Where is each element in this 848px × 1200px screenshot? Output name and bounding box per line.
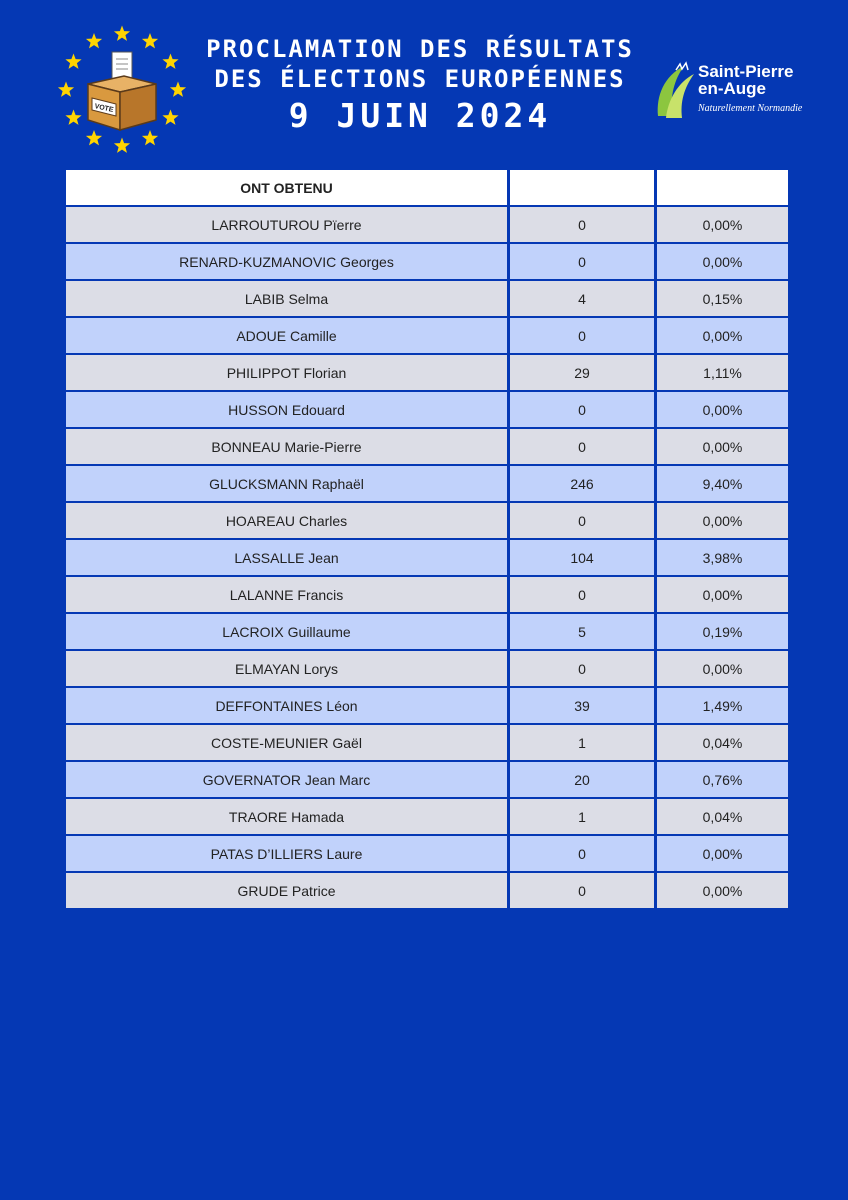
vote-count: 0 <box>510 873 654 908</box>
table-row <box>66 614 788 649</box>
vote-percent: 1,49% <box>657 688 788 723</box>
candidate-name: LALANNE Francis <box>66 577 507 612</box>
vote-percent: 3,98% <box>657 540 788 575</box>
table-row <box>66 799 788 834</box>
candidate-name: DEFFONTAINES Léon <box>66 688 507 723</box>
vote-percent: 0,00% <box>657 577 788 612</box>
star-icon <box>142 33 158 48</box>
star-icon <box>65 110 81 125</box>
logo-swoosh-icon <box>652 60 698 122</box>
star-icon <box>142 130 158 145</box>
table-row <box>66 244 788 279</box>
page-title <box>205 34 635 137</box>
table-row <box>66 429 788 464</box>
vote-count: 20 <box>510 762 654 797</box>
table-row <box>66 725 788 760</box>
table-row <box>66 466 788 501</box>
vote-count: 1 <box>510 725 654 760</box>
vote-percent: 1,11% <box>657 355 788 390</box>
vote-count: 4 <box>510 281 654 316</box>
table-row <box>66 762 788 797</box>
vote-count: 0 <box>510 207 654 242</box>
ballot-box-emblem <box>52 24 192 160</box>
vote-count: 5 <box>510 614 654 649</box>
candidate-name: ELMAYAN Lorys <box>66 651 507 686</box>
candidate-name: GRUDE Patrice <box>66 873 507 908</box>
vote-percent: 0,00% <box>657 503 788 538</box>
eu-stars-icon <box>52 24 192 160</box>
star-icon <box>162 54 178 69</box>
vote-percent: 0,00% <box>657 651 788 686</box>
vote-percent: 0,00% <box>657 429 788 464</box>
title-line-1: PROCLAMATION DES RÉSULTATS <box>206 35 634 63</box>
candidate-name: LACROIX Guillaume <box>66 614 507 649</box>
results-table <box>63 168 791 910</box>
candidate-name: COSTE-MEUNIER Gaël <box>66 725 507 760</box>
municipality-logo <box>652 60 822 126</box>
table-row <box>66 836 788 871</box>
vote-percent: 0,00% <box>657 392 788 427</box>
candidate-name: HOAREAU Charles <box>66 503 507 538</box>
vote-percent: 9,40% <box>657 466 788 501</box>
vote-percent: 0,00% <box>657 318 788 353</box>
table-row <box>66 873 788 908</box>
vote-count: 0 <box>510 651 654 686</box>
logo-tagline: Naturellement Normandie <box>698 103 803 114</box>
table-row <box>66 281 788 316</box>
star-icon <box>65 54 81 69</box>
vote-percent: 0,76% <box>657 762 788 797</box>
star-icon <box>86 33 102 48</box>
vote-percent: 0,15% <box>657 281 788 316</box>
vote-percent: 0,00% <box>657 873 788 908</box>
vote-count: 0 <box>510 244 654 279</box>
table-row <box>66 355 788 390</box>
table-row <box>66 577 788 612</box>
vote-count: 0 <box>510 318 654 353</box>
ballot-box-icon <box>88 52 156 130</box>
vote-count: 0 <box>510 392 654 427</box>
candidate-name: HUSSON Edouard <box>66 392 507 427</box>
candidate-name: GOVERNATOR Jean Marc <box>66 762 507 797</box>
star-icon <box>86 130 102 145</box>
election-date: 9 JUIN 2024 <box>288 96 552 135</box>
candidate-name: PHILIPPOT Florian <box>66 355 507 390</box>
candidate-name: PATAS D’ILLIERS Laure <box>66 836 507 871</box>
header-cell-votes <box>510 170 654 205</box>
star-icon <box>114 138 130 153</box>
table-row <box>66 651 788 686</box>
candidate-name: BONNEAU Marie-Pierre <box>66 429 507 464</box>
vote-count: 29 <box>510 355 654 390</box>
title-line-2: DES ÉLECTIONS EUROPÉENNES <box>214 65 626 93</box>
logo-name-line-1: Saint-Pierre <box>698 62 794 81</box>
vote-percent: 0,04% <box>657 725 788 760</box>
star-icon <box>162 110 178 125</box>
star-icon <box>170 82 186 97</box>
logo-name-line-2: en-Auge <box>698 79 766 98</box>
vote-count: 246 <box>510 466 654 501</box>
candidate-name: TRAORE Hamada <box>66 799 507 834</box>
vote-count: 0 <box>510 577 654 612</box>
table-row <box>66 318 788 353</box>
table-row <box>66 392 788 427</box>
header-cell-candidate: ONT OBTENU <box>66 170 507 205</box>
vote-count: 0 <box>510 503 654 538</box>
table-row <box>66 503 788 538</box>
table-row <box>66 540 788 575</box>
candidate-name: LARROUTUROU Pïerre <box>66 207 507 242</box>
table-header-row <box>66 170 788 205</box>
vote-count: 39 <box>510 688 654 723</box>
vote-percent: 0,00% <box>657 207 788 242</box>
candidate-name: ADOUE Camille <box>66 318 507 353</box>
vote-percent: 0,00% <box>657 836 788 871</box>
header-cell-percent <box>657 170 788 205</box>
table-row <box>66 688 788 723</box>
vote-count: 1 <box>510 799 654 834</box>
vote-percent: 0,00% <box>657 244 788 279</box>
ballot-label: VOTE <box>93 103 114 114</box>
star-icon <box>114 26 130 41</box>
vote-count: 0 <box>510 836 654 871</box>
candidate-name: GLUCKSMANN Raphaël <box>66 466 507 501</box>
vote-count: 104 <box>510 540 654 575</box>
vote-percent: 0,19% <box>657 614 788 649</box>
candidate-name: LASSALLE Jean <box>66 540 507 575</box>
candidate-name: RENARD-KUZMANOVIC Georges <box>66 244 507 279</box>
vote-percent: 0,04% <box>657 799 788 834</box>
table-row <box>66 207 788 242</box>
candidate-name: LABIB Selma <box>66 281 507 316</box>
vote-count: 0 <box>510 429 654 464</box>
star-icon <box>58 82 74 97</box>
